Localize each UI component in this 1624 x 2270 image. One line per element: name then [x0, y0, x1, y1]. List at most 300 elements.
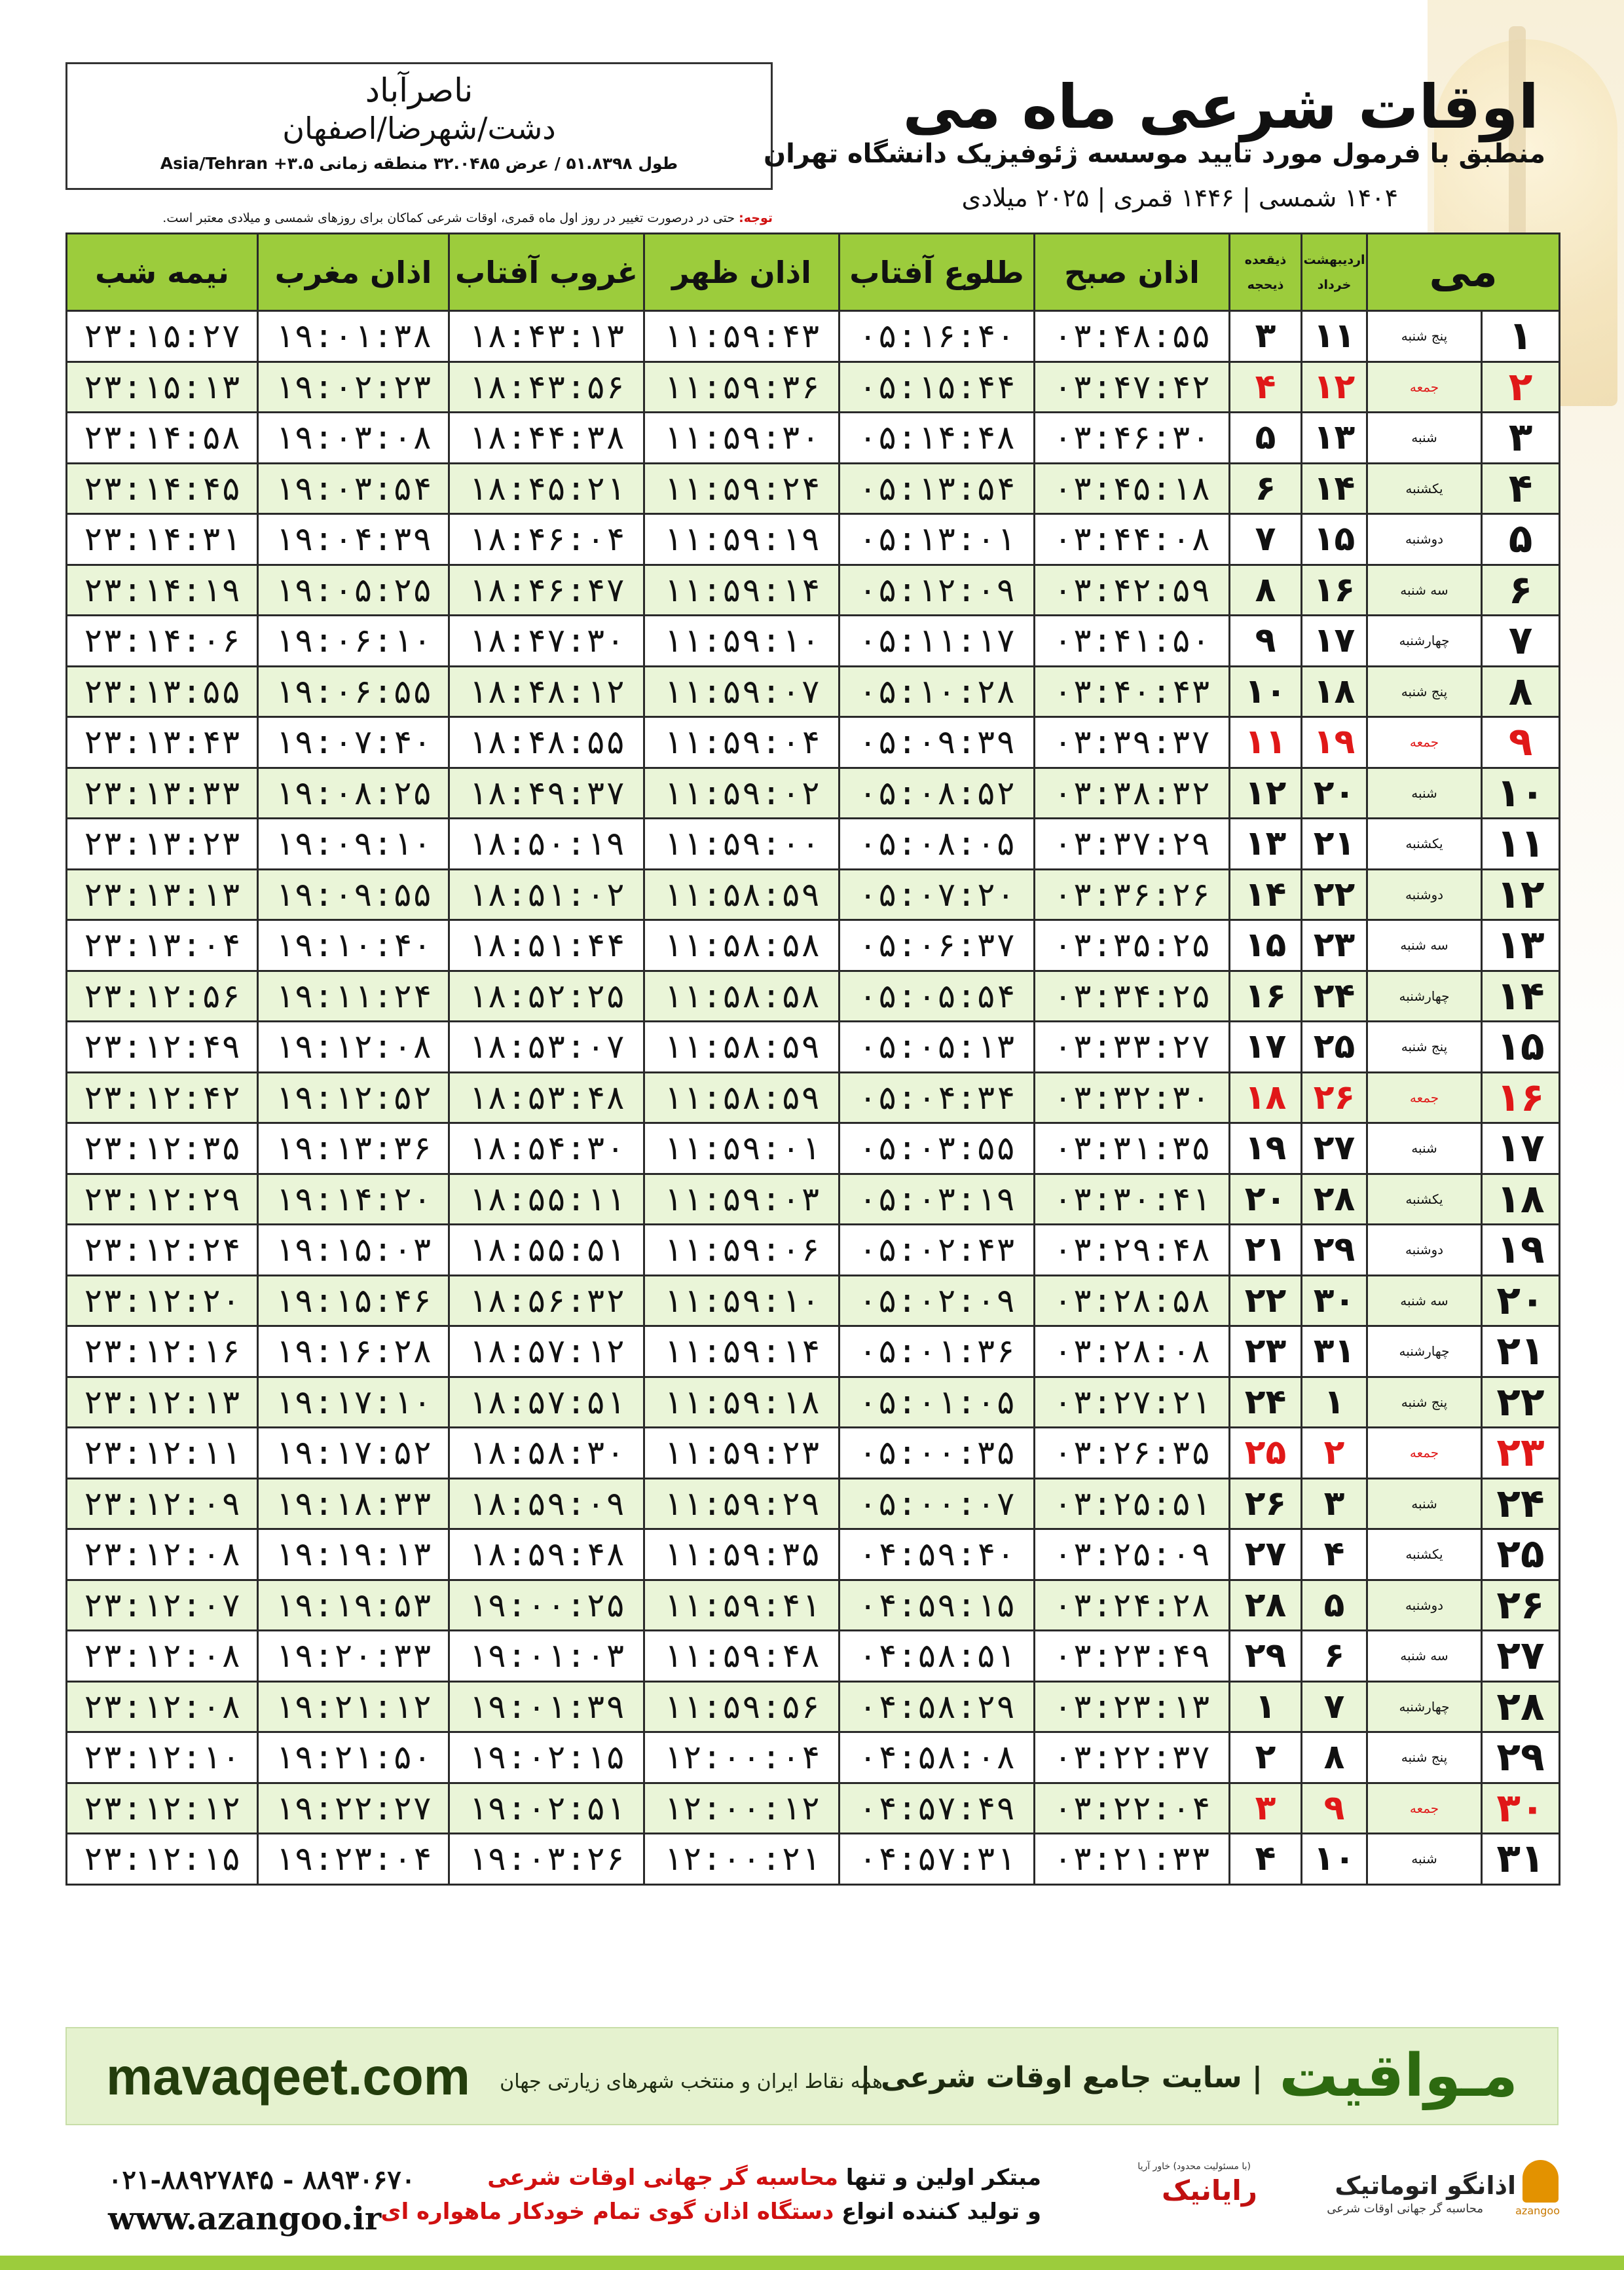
table-row [67, 1377, 1560, 1428]
cell-maghrib: ۱۹:۱۵:۴۶ [258, 1275, 449, 1326]
cell-hijri: ۱۱ [1230, 717, 1302, 768]
cell-fajr: ۰۳:۲۶:۳۵ [1035, 1428, 1230, 1479]
cell-shamsi: ۱۲ [1302, 362, 1367, 413]
banner-tagline: | سایت جامع اوقات شرعی | [860, 2061, 1263, 2094]
cell-shamsi: ۱۹ [1302, 717, 1367, 768]
cell-fajr: ۰۳:۲۴:۲۸ [1035, 1580, 1230, 1631]
cell-sunrise: ۰۵:۱۲:۰۹ [840, 565, 1035, 616]
header-hijri-bottom: ذیحجه [1247, 277, 1284, 292]
cell-day: ۱ [1482, 311, 1560, 362]
azangoo-logo-icon [1522, 2160, 1559, 2203]
cell-sunset: ۱۸:۴۳:۵۶ [449, 362, 644, 413]
cell-sunset: ۱۸:۴۴:۳۸ [449, 413, 644, 464]
cell-weekday: یکشنبه [1367, 463, 1482, 514]
cell-shamsi: ۷ [1302, 1681, 1367, 1732]
location-box [65, 62, 773, 190]
table-row [67, 1681, 1560, 1732]
table-row [67, 362, 1560, 413]
cell-fajr: ۰۳:۴۲:۵۹ [1035, 565, 1230, 616]
cell-sunrise: ۰۵:۰۱:۳۶ [840, 1326, 1035, 1377]
promo-1-highlight: محاسبه گر جهانی اوقات شرعی [487, 2165, 838, 2191]
cell-sunrise: ۰۵:۰۸:۵۲ [840, 768, 1035, 819]
cell-hijri: ۷ [1230, 514, 1302, 565]
cell-weekday: شنبه [1367, 413, 1482, 464]
cell-shamsi: ۱۴ [1302, 463, 1367, 514]
cell-dhuhr: ۱۲:۰۰:۲۱ [644, 1834, 840, 1885]
cell-shamsi: ۱۳ [1302, 413, 1367, 464]
cell-day: ۴ [1482, 463, 1560, 514]
header-hijri-top: ذیقعده [1244, 252, 1287, 267]
note [65, 211, 773, 225]
cell-maghrib: ۱۹:۲۱:۵۰ [258, 1732, 449, 1783]
cell-dhuhr: ۱۱:۵۹:۱۴ [644, 565, 840, 616]
cell-sunset: ۱۹:۰۰:۲۵ [449, 1580, 644, 1631]
cell-maghrib: ۱۹:۱۹:۵۳ [258, 1580, 449, 1631]
cell-shamsi: ۲ [1302, 1428, 1367, 1479]
cell-maghrib: ۱۹:۱۳:۳۶ [258, 1123, 449, 1174]
cell-dhuhr: ۱۱:۵۹:۳۰ [644, 413, 840, 464]
cell-hijri: ۲۴ [1230, 1377, 1302, 1428]
promo-2-highlight: دستگاه اذان گوی تمام خودکار ماهواره ای [380, 2199, 834, 2225]
cell-dhuhr: ۱۱:۵۹:۰۷ [644, 666, 840, 717]
cell-day: ۲۳ [1482, 1428, 1560, 1479]
cell-weekday: جمعه [1367, 1072, 1482, 1123]
cell-dhuhr: ۱۱:۵۸:۵۹ [644, 869, 840, 920]
cell-weekday: یکشنبه [1367, 819, 1482, 870]
cell-sunrise: ۰۵:۱۴:۴۸ [840, 413, 1035, 464]
cell-maghrib: ۱۹:۰۹:۵۵ [258, 869, 449, 920]
header-maghrib: اذان مغرب [258, 234, 449, 311]
table-row [67, 1580, 1560, 1631]
cell-sunset: ۱۸:۵۲:۲۵ [449, 971, 644, 1022]
cell-hijri: ۱۹ [1230, 1123, 1302, 1174]
cell-midnight: ۲۳:۱۲:۳۵ [67, 1123, 258, 1174]
cell-dhuhr: ۱۱:۵۹:۰۰ [644, 819, 840, 870]
cell-maghrib: ۱۹:۰۲:۲۳ [258, 362, 449, 413]
cell-dhuhr: ۱۱:۵۹:۳۶ [644, 362, 840, 413]
cell-hijri: ۱۴ [1230, 869, 1302, 920]
table-row [67, 616, 1560, 667]
cell-weekday: پنج شنبه [1367, 1377, 1482, 1428]
header-dhuhr: اذان ظهر [644, 234, 840, 311]
cell-dhuhr: ۱۱:۵۹:۱۸ [644, 1377, 840, 1428]
footer-banner [65, 2027, 1559, 2125]
header-midnight: نیمه شب [67, 234, 258, 311]
cell-hijri: ۱۲ [1230, 768, 1302, 819]
cell-sunrise: ۰۵:۰۷:۲۰ [840, 869, 1035, 920]
cell-weekday: یکشنبه [1367, 1174, 1482, 1225]
cell-sunset: ۱۸:۵۷:۱۲ [449, 1326, 644, 1377]
table-row [67, 1326, 1560, 1377]
phone-numbers: ۰۲۱-۸۸۹۲۷۸۴۵ - ۸۸۹۳۰۶۷۰ [108, 2165, 416, 2195]
table-row [67, 768, 1560, 819]
cell-maghrib: ۱۹:۲۲:۲۷ [258, 1783, 449, 1834]
cell-dhuhr: ۱۱:۵۹:۰۳ [644, 1174, 840, 1225]
table-row [67, 463, 1560, 514]
cell-sunrise: ۰۵:۰۱:۰۵ [840, 1377, 1035, 1428]
promo-2-text: و تولید کننده انواع [834, 2199, 1041, 2225]
cell-fajr: ۰۳:۴۱:۵۰ [1035, 616, 1230, 667]
cell-shamsi: ۳۱ [1302, 1326, 1367, 1377]
table-row [67, 1529, 1560, 1580]
cell-maghrib: ۱۹:۲۰:۳۳ [258, 1631, 449, 1682]
cell-hijri: ۲۵ [1230, 1428, 1302, 1479]
rayanik-subtext: (با مسئولیت محدود) خاور آریا [1137, 2161, 1251, 2172]
cell-hijri: ۲۹ [1230, 1631, 1302, 1682]
header-sunrise: طلوع آفتاب [840, 234, 1035, 311]
cell-hijri: ۲۲ [1230, 1275, 1302, 1326]
cell-shamsi: ۲۶ [1302, 1072, 1367, 1123]
cell-hijri: ۸ [1230, 565, 1302, 616]
cell-day: ۲۸ [1482, 1681, 1560, 1732]
cell-maghrib: ۱۹:۰۴:۳۹ [258, 514, 449, 565]
cell-weekday: شنبه [1367, 1834, 1482, 1885]
cell-shamsi: ۱۷ [1302, 616, 1367, 667]
cell-midnight: ۲۳:۱۲:۰۸ [67, 1681, 258, 1732]
table-header-row [67, 234, 1560, 311]
cell-hijri: ۱۶ [1230, 971, 1302, 1022]
table-row [67, 1225, 1560, 1276]
cell-maghrib: ۱۹:۰۷:۴۰ [258, 717, 449, 768]
table-row [67, 971, 1560, 1022]
cell-weekday: چهارشنبه [1367, 1681, 1482, 1732]
cell-sunset: ۱۸:۵۹:۰۹ [449, 1478, 644, 1529]
cell-day: ۲ [1482, 362, 1560, 413]
cell-weekday: پنج شنبه [1367, 311, 1482, 362]
cell-dhuhr: ۱۱:۵۹:۲۹ [644, 1478, 840, 1529]
cell-dhuhr: ۱۱:۵۹:۰۱ [644, 1123, 840, 1174]
cell-sunset: ۱۹:۰۱:۳۹ [449, 1681, 644, 1732]
cell-sunrise: ۰۵:۰۹:۳۹ [840, 717, 1035, 768]
cell-weekday: چهارشنبه [1367, 616, 1482, 667]
coordinates: طول ۵۱.۸۳۹۸ / عرض ۳۲.۰۴۸۵ منطقه زمانی ۳.۵+ Asia/Tehran [160, 154, 678, 173]
cell-hijri: ۲۷ [1230, 1529, 1302, 1580]
cell-dhuhr: ۱۱:۵۹:۰۶ [644, 1225, 840, 1276]
cell-maghrib: ۱۹:۱۴:۲۰ [258, 1174, 449, 1225]
table-row [67, 920, 1560, 971]
cell-maghrib: ۱۹:۲۱:۱۲ [258, 1681, 449, 1732]
cell-fajr: ۰۳:۴۰:۴۳ [1035, 666, 1230, 717]
cell-fajr: ۰۳:۳۶:۲۶ [1035, 869, 1230, 920]
cell-shamsi: ۲۰ [1302, 768, 1367, 819]
cell-shamsi: ۴ [1302, 1529, 1367, 1580]
cell-weekday: چهارشنبه [1367, 971, 1482, 1022]
page-title: اوقات شرعی ماه می [902, 72, 1539, 142]
cell-weekday: پنج شنبه [1367, 1022, 1482, 1073]
cell-fajr: ۰۳:۴۸:۵۵ [1035, 311, 1230, 362]
cell-maghrib: ۱۹:۰۱:۳۸ [258, 311, 449, 362]
cell-fajr: ۰۳:۴۷:۴۲ [1035, 362, 1230, 413]
cell-dhuhr: ۱۱:۵۹:۰۲ [644, 768, 840, 819]
cell-day: ۲۶ [1482, 1580, 1560, 1631]
header-shamsi-bottom: خرداد [1317, 277, 1352, 292]
cell-shamsi: ۵ [1302, 1580, 1367, 1631]
cell-dhuhr: ۱۱:۵۹:۱۰ [644, 616, 840, 667]
cell-day: ۳۱ [1482, 1834, 1560, 1885]
cell-day: ۸ [1482, 666, 1560, 717]
cell-midnight: ۲۳:۱۲:۲۰ [67, 1275, 258, 1326]
cell-sunrise: ۰۴:۵۹:۱۵ [840, 1580, 1035, 1631]
header-hijri [1230, 234, 1302, 311]
cell-sunrise: ۰۵:۰۸:۰۵ [840, 819, 1035, 870]
cell-weekday: سه شنبه [1367, 1275, 1482, 1326]
cell-day: ۳ [1482, 413, 1560, 464]
cell-fajr: ۰۳:۲۳:۴۹ [1035, 1631, 1230, 1682]
cell-maghrib: ۱۹:۱۰:۴۰ [258, 920, 449, 971]
cell-weekday: پنج شنبه [1367, 1732, 1482, 1783]
note-label: توجه: [739, 211, 773, 225]
cell-sunrise: ۰۴:۵۸:۰۸ [840, 1732, 1035, 1783]
cell-shamsi: ۲۴ [1302, 971, 1367, 1022]
cell-hijri: ۱۵ [1230, 920, 1302, 971]
cell-hijri: ۱۳ [1230, 819, 1302, 870]
brand-logo: مـواقیت [1279, 2041, 1518, 2110]
cell-fajr: ۰۳:۲۲:۳۷ [1035, 1732, 1230, 1783]
cell-hijri: ۲۱ [1230, 1225, 1302, 1276]
cell-day: ۶ [1482, 565, 1560, 616]
cell-fajr: ۰۳:۲۱:۳۳ [1035, 1834, 1230, 1885]
cell-midnight: ۲۳:۱۵:۱۳ [67, 362, 258, 413]
cell-hijri: ۴ [1230, 362, 1302, 413]
cell-weekday: شنبه [1367, 768, 1482, 819]
cell-sunrise: ۰۵:۱۵:۴۴ [840, 362, 1035, 413]
bottom-bar [0, 2256, 1624, 2270]
cell-shamsi: ۸ [1302, 1732, 1367, 1783]
cell-day: ۷ [1482, 616, 1560, 667]
table-row [67, 1123, 1560, 1174]
province-name: دشت/شهرضا/اصفهان [282, 111, 556, 146]
header-month: می [1367, 234, 1560, 311]
cell-sunrise: ۰۵:۰۰:۰۷ [840, 1478, 1035, 1529]
cell-fajr: ۰۳:۳۰:۴۱ [1035, 1174, 1230, 1225]
cell-fajr: ۰۳:۳۵:۲۵ [1035, 920, 1230, 971]
cell-sunrise: ۰۵:۱۶:۴۰ [840, 311, 1035, 362]
cell-dhuhr: ۱۲:۰۰:۰۴ [644, 1732, 840, 1783]
table-row [67, 869, 1560, 920]
cell-sunset: ۱۸:۵۷:۵۱ [449, 1377, 644, 1428]
cell-shamsi: ۲۷ [1302, 1123, 1367, 1174]
cell-hijri: ۹ [1230, 616, 1302, 667]
cell-day: ۱۴ [1482, 971, 1560, 1022]
cell-day: ۱۹ [1482, 1225, 1560, 1276]
cell-dhuhr: ۱۱:۵۹:۰۴ [644, 717, 840, 768]
cell-fajr: ۰۳:۳۴:۲۵ [1035, 971, 1230, 1022]
cell-fajr: ۰۳:۲۵:۵۱ [1035, 1478, 1230, 1529]
cell-sunrise: ۰۵:۰۲:۴۳ [840, 1225, 1035, 1276]
cell-maghrib: ۱۹:۰۵:۲۵ [258, 565, 449, 616]
cell-hijri: ۳ [1230, 311, 1302, 362]
cell-fajr: ۰۳:۳۹:۳۷ [1035, 717, 1230, 768]
cell-dhuhr: ۱۱:۵۹:۲۳ [644, 1428, 840, 1479]
cell-sunset: ۱۸:۵۴:۳۰ [449, 1123, 644, 1174]
cell-shamsi: ۲۹ [1302, 1225, 1367, 1276]
cell-day: ۱۶ [1482, 1072, 1560, 1123]
cell-shamsi: ۱۶ [1302, 565, 1367, 616]
cell-midnight: ۲۳:۱۴:۳۱ [67, 514, 258, 565]
cell-sunset: ۱۸:۵۸:۳۰ [449, 1428, 644, 1479]
cell-sunrise: ۰۴:۵۹:۴۰ [840, 1529, 1035, 1580]
cell-sunrise: ۰۴:۵۷:۴۹ [840, 1783, 1035, 1834]
cell-sunrise: ۰۵:۰۵:۵۴ [840, 971, 1035, 1022]
header-shamsi [1302, 234, 1367, 311]
cell-midnight: ۲۳:۱۲:۰۸ [67, 1529, 258, 1580]
header-shamsi-top: اردیبهشت [1303, 252, 1365, 267]
cell-midnight: ۲۳:۱۲:۴۹ [67, 1022, 258, 1073]
cell-day: ۵ [1482, 514, 1560, 565]
cell-sunset: ۱۸:۵۳:۴۸ [449, 1072, 644, 1123]
cell-day: ۱۷ [1482, 1123, 1560, 1174]
cell-weekday: پنج شنبه [1367, 666, 1482, 717]
year-line: ۱۴۰۴ شمسی | ۱۴۴۶ قمری | ۲۰۲۵ میلادی [961, 183, 1398, 212]
cell-sunset: ۱۸:۵۰:۱۹ [449, 819, 644, 870]
cell-midnight: ۲۳:۱۲:۱۳ [67, 1377, 258, 1428]
cell-shamsi: ۱۰ [1302, 1834, 1367, 1885]
cell-hijri: ۲۰ [1230, 1174, 1302, 1225]
cell-sunrise: ۰۵:۱۰:۲۸ [840, 666, 1035, 717]
cell-dhuhr: ۱۱:۵۹:۴۱ [644, 1580, 840, 1631]
azangoo-url[interactable]: www.azangoo.ir [108, 2201, 382, 2237]
cell-midnight: ۲۳:۱۲:۰۷ [67, 1580, 258, 1631]
cell-weekday: سه شنبه [1367, 565, 1482, 616]
cell-shamsi: ۲۲ [1302, 869, 1367, 920]
cell-midnight: ۲۳:۱۴:۴۵ [67, 463, 258, 514]
cell-sunset: ۱۸:۵۱:۰۲ [449, 869, 644, 920]
cell-midnight: ۲۳:۱۲:۱۲ [67, 1783, 258, 1834]
cell-dhuhr: ۱۱:۵۹:۵۶ [644, 1681, 840, 1732]
cell-sunrise: ۰۵:۱۳:۵۴ [840, 463, 1035, 514]
cell-day: ۱۸ [1482, 1174, 1560, 1225]
table-row [67, 413, 1560, 464]
table-row [67, 1631, 1560, 1682]
cell-sunset: ۱۸:۵۵:۱۱ [449, 1174, 644, 1225]
cell-hijri: ۱۰ [1230, 666, 1302, 717]
cell-midnight: ۲۳:۱۲:۰۸ [67, 1631, 258, 1682]
cell-fajr: ۰۳:۲۲:۰۴ [1035, 1783, 1230, 1834]
cell-sunset: ۱۸:۵۵:۵۱ [449, 1225, 644, 1276]
cell-sunset: ۱۹:۰۱:۰۳ [449, 1631, 644, 1682]
cell-fajr: ۰۳:۳۷:۲۹ [1035, 819, 1230, 870]
cell-sunset: ۱۸:۵۱:۴۴ [449, 920, 644, 971]
cell-sunset: ۱۹:۰۲:۱۵ [449, 1732, 644, 1783]
cell-midnight: ۲۳:۱۲:۴۲ [67, 1072, 258, 1123]
cell-sunset: ۱۹:۰۳:۲۶ [449, 1834, 644, 1885]
cell-shamsi: ۲۳ [1302, 920, 1367, 971]
cell-sunrise: ۰۵:۰۵:۱۳ [840, 1022, 1035, 1073]
cell-midnight: ۲۳:۱۲:۵۶ [67, 971, 258, 1022]
cell-dhuhr: ۱۱:۵۹:۳۵ [644, 1529, 840, 1580]
cell-day: ۱۲ [1482, 869, 1560, 920]
cell-midnight: ۲۳:۱۴:۵۸ [67, 413, 258, 464]
cell-hijri: ۲۶ [1230, 1478, 1302, 1529]
cell-dhuhr: ۱۱:۵۸:۵۹ [644, 1072, 840, 1123]
cell-hijri: ۴ [1230, 1834, 1302, 1885]
cell-weekday: جمعه [1367, 1428, 1482, 1479]
cell-sunrise: ۰۴:۵۸:۵۱ [840, 1631, 1035, 1682]
cell-fajr: ۰۳:۲۸:۰۸ [1035, 1326, 1230, 1377]
cell-maghrib: ۱۹:۱۶:۲۸ [258, 1326, 449, 1377]
cell-midnight: ۲۳:۱۲:۲۴ [67, 1225, 258, 1276]
cell-fajr: ۰۳:۲۳:۱۳ [1035, 1681, 1230, 1732]
table-row [67, 1072, 1560, 1123]
cell-maghrib: ۱۹:۰۶:۵۵ [258, 666, 449, 717]
promo-line-2 [380, 2199, 1041, 2225]
cell-day: ۳۰ [1482, 1783, 1560, 1834]
cell-shamsi: ۳۰ [1302, 1275, 1367, 1326]
azangoo-logo-subtitle: محاسبه گر جهانی اوقات شرعی [1327, 2202, 1483, 2216]
cell-day: ۲۲ [1482, 1377, 1560, 1428]
cell-day: ۱۵ [1482, 1022, 1560, 1073]
cell-day: ۲۱ [1482, 1326, 1560, 1377]
azangoo-logo: اذانگو اتوماتیک [1335, 2171, 1516, 2200]
cell-dhuhr: ۱۱:۵۸:۵۹ [644, 1022, 840, 1073]
cell-midnight: ۲۳:۱۵:۲۷ [67, 311, 258, 362]
rayanik-logo: رایانیک [1161, 2174, 1257, 2206]
table-row [67, 1174, 1560, 1225]
cell-shamsi: ۲۱ [1302, 819, 1367, 870]
table-row [67, 1732, 1560, 1783]
header-fajr: اذان صبح [1035, 234, 1230, 311]
cell-midnight: ۲۳:۱۳:۰۴ [67, 920, 258, 971]
cell-weekday: دوشنبه [1367, 514, 1482, 565]
cell-weekday: دوشنبه [1367, 1580, 1482, 1631]
cell-sunset: ۱۸:۵۳:۰۷ [449, 1022, 644, 1073]
cell-sunset: ۱۸:۴۶:۰۴ [449, 514, 644, 565]
table-row [67, 717, 1560, 768]
cell-weekday: شنبه [1367, 1478, 1482, 1529]
cell-sunset: ۱۸:۵۶:۳۲ [449, 1275, 644, 1326]
cell-day: ۹ [1482, 717, 1560, 768]
cell-maghrib: ۱۹:۱۲:۵۲ [258, 1072, 449, 1123]
cell-sunset: ۱۸:۴۸:۵۵ [449, 717, 644, 768]
cell-sunset: ۱۸:۴۷:۳۰ [449, 616, 644, 667]
cell-sunset: ۱۸:۴۹:۳۷ [449, 768, 644, 819]
cell-day: ۱۱ [1482, 819, 1560, 870]
cell-hijri: ۳ [1230, 1783, 1302, 1834]
cell-sunrise: ۰۵:۰۶:۳۷ [840, 920, 1035, 971]
cell-maghrib: ۱۹:۱۷:۱۰ [258, 1377, 449, 1428]
cell-sunrise: ۰۵:۰۳:۱۹ [840, 1174, 1035, 1225]
cell-sunrise: ۰۴:۵۸:۲۹ [840, 1681, 1035, 1732]
cell-sunrise: ۰۵:۱۳:۰۱ [840, 514, 1035, 565]
cell-dhuhr: ۱۱:۵۹:۲۴ [644, 463, 840, 514]
cell-fajr: ۰۳:۴۵:۱۸ [1035, 463, 1230, 514]
cell-maghrib: ۱۹:۱۷:۵۲ [258, 1428, 449, 1479]
cell-maghrib: ۱۹:۰۸:۲۵ [258, 768, 449, 819]
cell-midnight: ۲۳:۱۲:۱۶ [67, 1326, 258, 1377]
cell-day: ۲۵ [1482, 1529, 1560, 1580]
cell-weekday: جمعه [1367, 362, 1482, 413]
cell-hijri: ۲ [1230, 1732, 1302, 1783]
cell-shamsi: ۶ [1302, 1631, 1367, 1682]
cell-fajr: ۰۳:۳۱:۳۵ [1035, 1123, 1230, 1174]
cell-day: ۲۷ [1482, 1631, 1560, 1682]
table-row [67, 565, 1560, 616]
cell-weekday: جمعه [1367, 1783, 1482, 1834]
cell-maghrib: ۱۹:۱۵:۰۳ [258, 1225, 449, 1276]
site-url[interactable]: mavaqeet.com [106, 2047, 470, 2106]
cell-dhuhr: ۱۱:۵۹:۱۴ [644, 1326, 840, 1377]
cell-shamsi: ۲۵ [1302, 1022, 1367, 1073]
cell-sunset: ۱۸:۵۹:۴۸ [449, 1529, 644, 1580]
cell-weekday: سه شنبه [1367, 1631, 1482, 1682]
cell-fajr: ۰۳:۴۴:۰۸ [1035, 514, 1230, 565]
cell-fajr: ۰۳:۲۷:۲۱ [1035, 1377, 1230, 1428]
cell-day: ۲۹ [1482, 1732, 1560, 1783]
cell-shamsi: ۲۸ [1302, 1174, 1367, 1225]
cell-fajr: ۰۳:۳۸:۳۲ [1035, 768, 1230, 819]
cell-sunrise: ۰۵:۰۲:۰۹ [840, 1275, 1035, 1326]
cell-sunrise: ۰۵:۰۰:۳۵ [840, 1428, 1035, 1479]
